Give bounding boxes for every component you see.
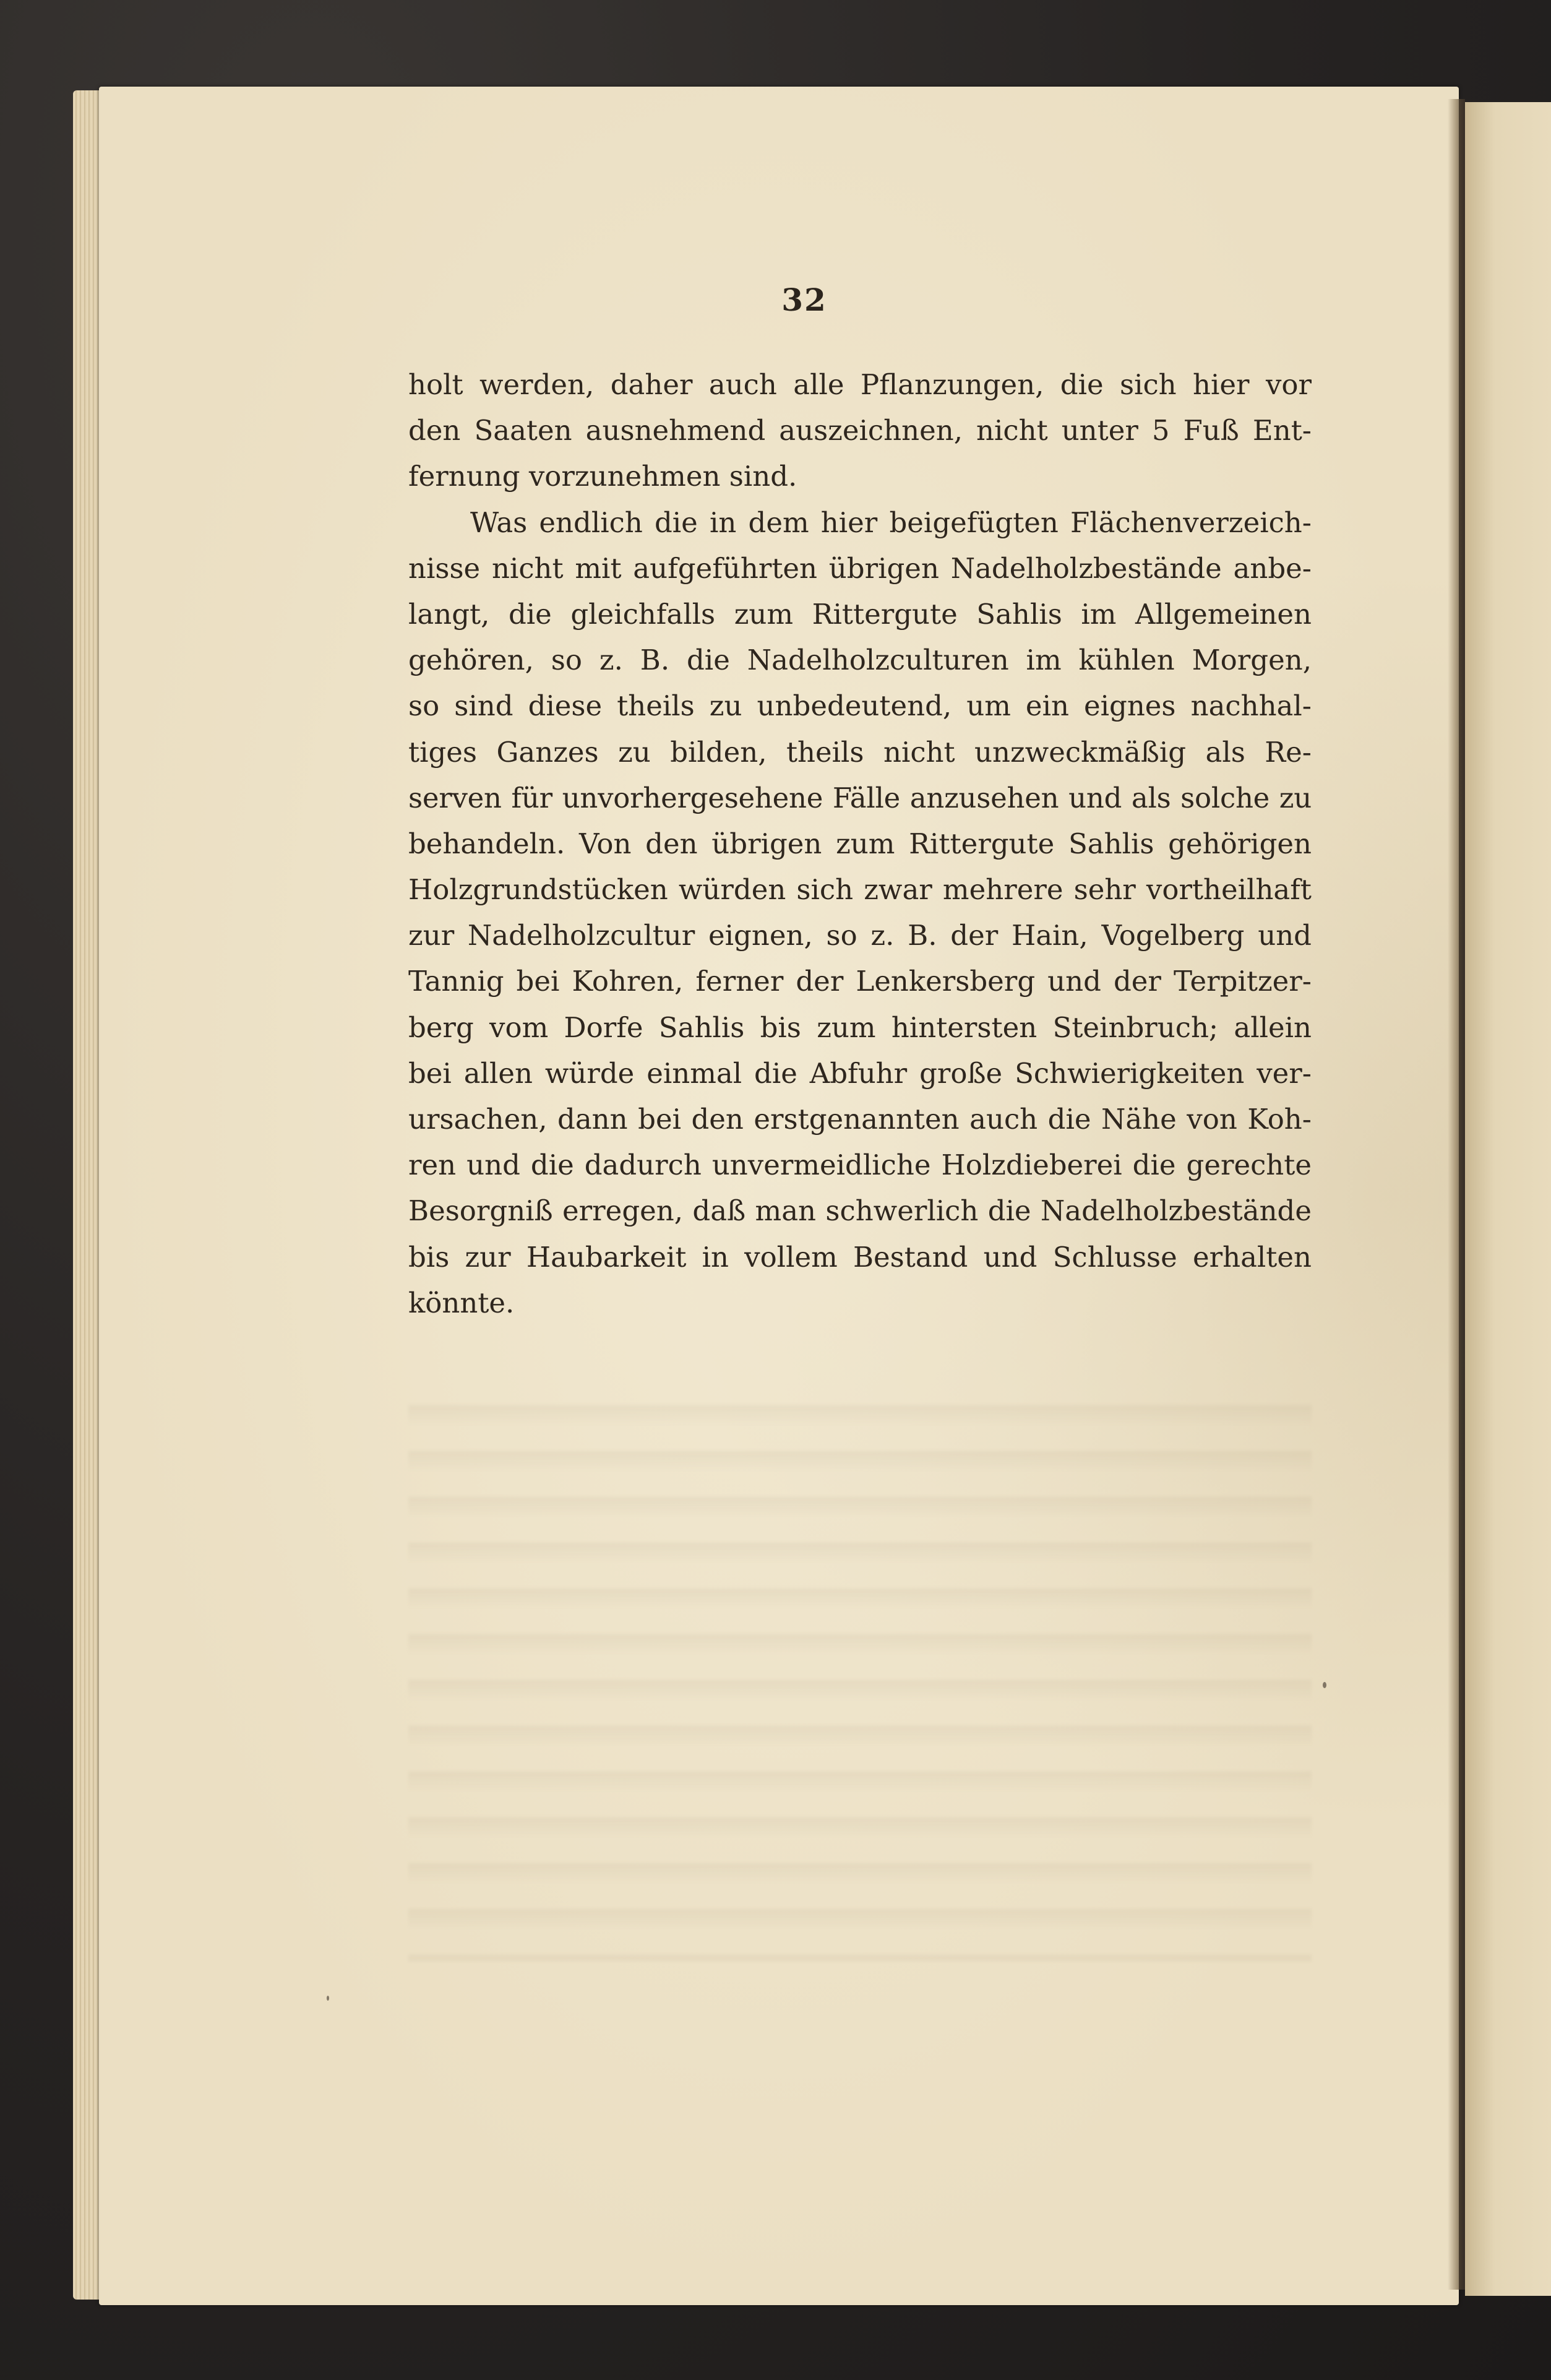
paper-speck <box>327 1996 329 2001</box>
text-line: holt werden, daher auch alle Pflanzungen, die sich hier vor <box>408 368 1312 401</box>
text-line: langt, die gleichfalls zum Rittergute Sahlis im Allgemeinen <box>408 597 1312 631</box>
show-through-bleed <box>408 1380 1312 1962</box>
text-line: fernung vorzunehmen sind. <box>408 460 797 493</box>
text-line: serven für unvorhergesehene Fälle anzusehen und als solche zu <box>408 781 1312 814</box>
body-text <box>408 362 1312 1326</box>
page-number: 32 <box>781 282 827 318</box>
text-line: bei allen würde einmal die Abfuhr große Schwierigkeiten ver- <box>408 1056 1312 1090</box>
text-line: nisse nicht mit aufgeführten übrigen Nadelholzbestände anbe- <box>408 551 1312 585</box>
text-line: Tannig bei Kohren, ferner der Lenkersberg und der Terpitzer- <box>408 965 1312 998</box>
paragraph-start-line: Was endlich die in dem hier beigefügten Flächenverzeich- <box>470 506 1312 539</box>
text-line: Holzgrundstücken würden sich zwar mehrere sehr vortheilhaft <box>408 873 1312 907</box>
text-line: gehören, so z. B. die Nadelholzculturen im kühlen Morgen, <box>408 644 1312 677</box>
paper-speck <box>1323 1682 1326 1688</box>
facing-page-edge <box>1465 102 1551 2296</box>
book-gutter <box>1448 99 1465 2290</box>
text-line: zur Nadelholzcultur eignen, so z. B. der Hain, Vogelberg und <box>408 919 1312 952</box>
text-line: ren und die dadurch unvermeidliche Holzdieberei die gerechte <box>408 1149 1312 1182</box>
text-line: berg vom Dorfe Sahlis bis zum hintersten Steinbruch; allein <box>408 1011 1312 1044</box>
text-line: tiges Ganzes zu bilden, theils nicht unzweckmäßig als Re- <box>408 735 1312 769</box>
text-line: so sind diese theils zu unbedeutend, um ein eignes nachhal- <box>408 689 1312 723</box>
text-line: ursachen, dann bei den erstgenannten auch die Nähe von Koh- <box>408 1103 1312 1136</box>
text-line: behandeln. Von den übrigen zum Rittergute Sahlis gehörigen <box>408 827 1312 860</box>
text-line: Besorgniß erregen, daß man schwerlich die Nadelholzbestände <box>408 1194 1312 1228</box>
text-line: könnte. <box>408 1286 515 1319</box>
text-line: bis zur Haubarkeit in vollem Bestand und Schlusse erhalten <box>408 1240 1312 1274</box>
text-line: den Saaten ausnehmend auszeichnen, nicht unter 5 Fuß Ent- <box>408 414 1312 447</box>
